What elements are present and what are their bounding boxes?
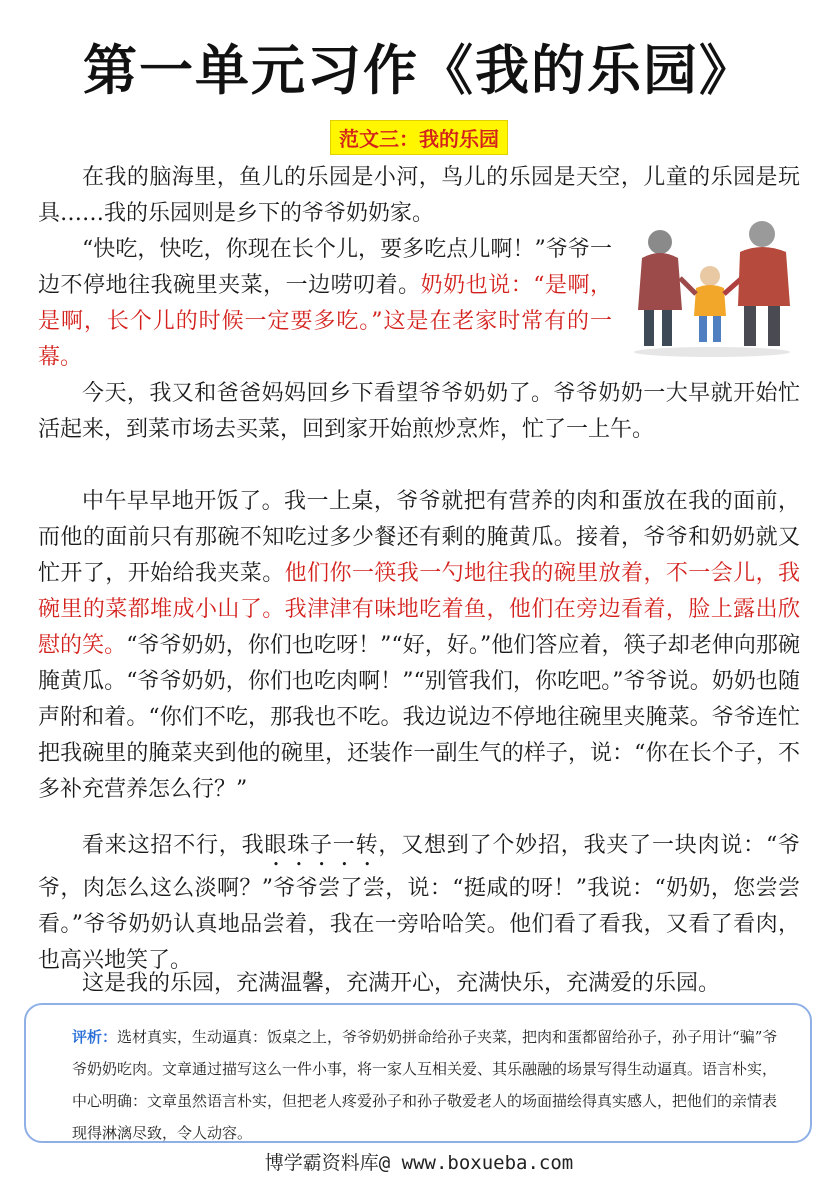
- commentary-box: [24, 1003, 812, 1143]
- grandparents-child-illustration: [622, 218, 802, 358]
- paragraph-4-part-b: “爷爷奶奶，你们也吃呀！”“好，好。”他们答应着，筷子却老伸向那碗腌黄瓜。“爷爷奶奶，你们也吃肉啊！”“别管我们，你吃吧。”爷爷说。奶奶也随声附和着。“你们不吃，那我也不吃。我边说边不停地往碗里夹腌菜。爷爷连忙把我碗里的腌菜夹到他的碗里，还装作一副生气的样子，说：“你在长个子，不多补充营养怎么行？”: [38, 633, 800, 802]
- page-title: 第一单元习作《我的乐园》: [83, 39, 755, 102]
- paragraph-2: [38, 232, 612, 376]
- paragraph-5-emphasis: 眼珠子一转: [264, 833, 379, 858]
- paragraph-3: 今天，我又和爸爸妈妈回乡下看望爷爷奶奶了。爷爷奶奶一大早就开始忙活起来，到菜市场去买菜，回到家开始煎炒烹炸，忙了一上午。: [38, 381, 800, 442]
- paragraph-6: 这是我的乐园，充满温馨，充满开心，充满快乐，充满爱的乐园。: [82, 971, 721, 996]
- commentary-text: 选材真实，生动逼真：饭桌之上，爷爷奶奶拼命给孙子夹菜，把肉和蛋都留给孙子，孙子用计“骗”爷爷奶奶吃肉。文章通过描写这么一件小事，将一家人互相关爱、其乐融融的场景写得生动逼真。语言朴实，中心明确：文章虽然语言朴实，但把老人疼爱孙子和孙子敬爱老人的场面描绘得真实感人，把他们的亲情表现得淋漓尽致，令人动容。: [72, 1028, 778, 1142]
- paragraph-4-part-a: 中午早早地开饭了。我一上桌，爷爷就把有营养的肉和蛋放在我的面前，而他的面前只有那碗不知吃过多少餐还有剩的腌黄瓜。接着，爷爷和奶奶就又忙开了，开始给我夹菜。: [38, 489, 800, 586]
- paragraph-5-part-b: ，又想到了个妙招，我夹了一块肉说：“爷爷，肉怎么这么淡啊？”爷爷尝了尝，说：“挺咸的呀！”我说：“奶奶，您尝尝看。”爷爷奶奶认真地品尝着，我在一旁哈哈笑。他们看了看我，又看了看肉，也高兴地笑了。: [38, 833, 800, 973]
- footer-watermark: 博学霸资料库@ www.boxueba.com: [264, 1152, 574, 1174]
- paragraph-4-highlight: 他们你一筷我一勺地往我的碗里放着，不一会儿，我碗里的菜都堆成小山了。我津津有味地吃着鱼，他们在旁边看着，脸上露出欣慰的笑。: [38, 561, 800, 658]
- subtitle-wrap: [0, 120, 838, 155]
- paragraph-1: 在我的脑海里，鱼儿的乐园是小河，鸟儿的乐园是天空，儿童的乐园是玩具……我的乐园则是乡下的爷爷奶奶家。: [38, 165, 800, 226]
- paragraph-2-highlight: 奶奶也说：“是啊，是啊，长个儿的时候一定要多吃。”这是在老家时常有的一幕。: [38, 273, 612, 370]
- paragraph-5-part-a: 看来这招不行，我: [82, 833, 265, 858]
- paragraph-5: [38, 828, 800, 979]
- paragraph-2-dialogue: “快吃，快吃，你现在长个儿，要多吃点儿啊！”爷爷一边不停地往我碗里夹菜，一边唠叨着。: [38, 237, 612, 298]
- commentary-label: 评析：: [72, 1028, 118, 1046]
- essay-subtitle: 范文三：我的乐园: [330, 120, 508, 155]
- paragraph-4: [38, 484, 800, 808]
